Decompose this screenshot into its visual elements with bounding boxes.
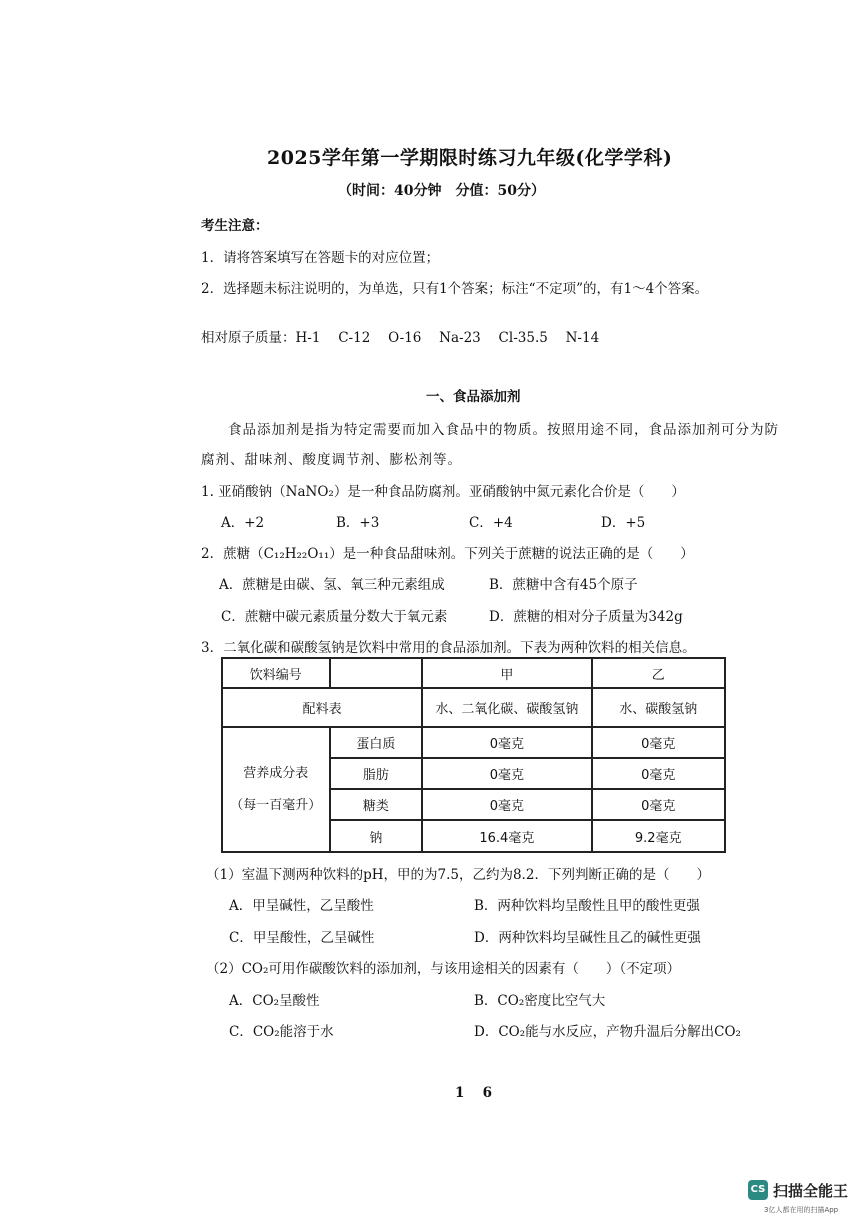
table-cell: 脂肪 [330,758,423,789]
question-1-option-a: A．+2 [221,515,265,531]
table-cell: 0毫克 [592,758,726,789]
question-3-1-option-d: D．两种饮料均呈碱性且乙的碱性更强 [474,930,701,946]
question-3-2-option-c: C．CO₂能溶于水 [229,1024,334,1040]
table-cell: 糖类 [330,789,423,820]
question-1-stem: 1. 亚硝酸钠（NaNO₂）是一种食品防腐剂。亚硝酸钠中氮元素化合价是（ ） [201,484,685,500]
nutrition-label-cell [222,727,330,852]
question-3-2-option-a: A．CO₂呈酸性 [229,993,320,1009]
page-title: 2025学年第一学期限时练习九年级(化学学科) [267,147,673,169]
table-cell: 配料表 [222,688,422,727]
question-3-2-option-b: B．CO₂密度比空气大 [474,993,606,1009]
question-1-option-b: B．+3 [336,515,380,531]
question-1-option-d: D．+5 [601,515,646,531]
notice-item-2: 2．选择题未标注说明的，为单选，只有1个答案；标注“不定项”的，有1～4个答案。 [201,281,709,297]
question-2-option-d: D．蔗糖的相对分子质量为342g [489,609,683,625]
table-cell: 0毫克 [422,727,591,758]
table-cell: 0毫克 [592,789,726,820]
table-cell: 蛋白质 [330,727,423,758]
nutrition-label-unit: （每一百毫升） [230,797,322,813]
table-row [222,658,725,688]
table-cell: 16.4毫克 [422,820,591,852]
question-2-option-a: A．蔗糖是由碳、氢、氧三种元素组成 [219,577,445,593]
section-intro-line-2: 腐剂、甜味剂、酸度调节剂、膨松剂等。 [201,452,462,468]
table-cell: 9.2毫克 [592,820,726,852]
question-3-2-stem: （2）CO₂可用作碳酸饮料的添加剂，与该用途相关的因素有（ ）（不定项） [206,961,681,977]
table-cell: 水、碳酸氢钠 [592,688,726,727]
question-3-1-stem: （1）室温下测两种饮料的pH，甲的为7.5，乙约为8.2．下列判断正确的是（ ） [206,867,710,883]
question-3-1-option-a: A．甲呈碱性，乙呈酸性 [229,898,374,914]
question-3-1-option-b: B．两种饮料均呈酸性且甲的酸性更强 [474,898,700,914]
table-cell: 0毫克 [592,727,726,758]
table-cell: 饮料编号 [222,658,330,688]
table-cell [330,658,423,688]
question-1-option-c: C．+4 [469,515,513,531]
page-number: 1 6 [455,1085,492,1101]
question-2-option-c: C．蔗糖中碳元素质量分数大于氧元素 [221,609,448,625]
table-cell: 钠 [330,820,423,852]
question-3-1-option-c: C．甲呈酸性，乙呈碱性 [229,930,375,946]
table-cell: 甲 [422,658,591,688]
drink-info-table [221,657,726,853]
section-heading: 一、食品添加剂 [426,389,521,405]
section-intro-line-1: 食品添加剂是指为特定需要而加入食品中的物质。按照用途不同，食品添加剂可分为防 [228,422,779,438]
scanner-brand-tagline: 3亿人都在用的扫描App [764,1206,839,1214]
question-3-stem: 3．二氧化碳和碳酸氢钠是饮料中常用的食品添加剂。下表为两种饮料的相关信息。 [201,640,696,656]
notice-heading: 考生注意： [201,218,269,234]
question-2-stem: 2．蔗糖（C₁₂H₂₂O₁₁）是一种食品甜味剂。下列关于蔗糖的说法正确的是（ ） [201,546,694,562]
question-2-option-b: B．蔗糖中含有45个原子 [489,577,638,593]
atomic-masses: 相对原子质量：H-1 C-12 O-16 Na-23 Cl-35.5 N-14 [201,330,600,346]
notice-item-1: 1．请将答案填写在答题卡的对应位置； [201,250,440,266]
exam-time-score: （时间：40分钟 分值：50分） [338,183,545,199]
scanner-logo-icon: CS [748,1180,768,1200]
question-3-2-option-d: D．CO₂能与水反应，产物升温后分解出CO₂ [474,1024,741,1040]
nutrition-label: 营养成分表 [243,765,309,781]
scanner-brand-name: 扫描全能王 [773,1182,849,1200]
table-cell: 乙 [592,658,726,688]
table-row [222,688,725,727]
table-cell: 水、二氧化碳、碳酸氢钠 [422,688,591,727]
table-cell: 0毫克 [422,789,591,820]
table-row [222,727,725,758]
table-cell: 0毫克 [422,758,591,789]
